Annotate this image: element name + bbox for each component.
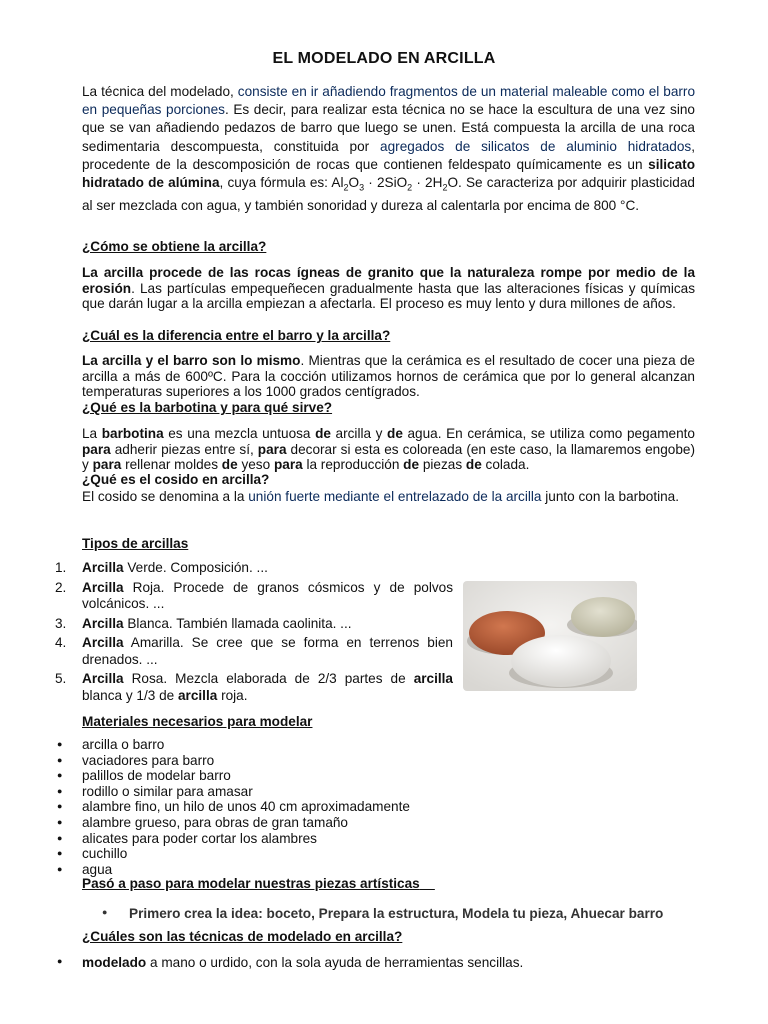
bullet-icon: ● [57,770,63,781]
techniques-heading: ¿Cuáles son las técnicas de modelado en arcilla? [82,929,403,944]
list-item: 1. Arcilla Verde. Composición. ... [55,560,268,575]
steps-heading: Pasó a paso para modelar nuestras piezas artísticas [82,876,420,891]
question-heading-4: ¿Qué es el cosido en arcilla? [82,472,270,487]
types-heading: Tipos de arcillas [82,536,189,551]
materials-list [55,737,410,877]
list-item: 3. Arcilla Blanca. También llamada caolinita. ... [55,615,352,631]
answer-paragraph-4: El cosido se denomina a la unión fuerte mediante el entrelazado de la arcilla junto con la barbotina. [82,489,680,504]
list-item: ● arcilla o barro [57,737,165,752]
bullet-icon: ● [57,832,63,843]
bullet-icon: ● [57,785,63,796]
clay-bowls-icon [463,581,637,691]
question-heading-1: ¿Cómo se obtiene la arcilla? [82,239,267,254]
list-item: 2. Arcilla Roja. Procede de granos cósmicos y de polvos volcánicos. ... [55,579,453,611]
question-heading-2: ¿Cuál es la diferencia entre el barro y la arcilla? [82,328,391,343]
question-heading-3: ¿Qué es la barbotina y para qué sirve? [82,400,333,415]
document-title: EL MODELADO EN ARCILLA [272,50,496,67]
list-item: ● alambre fino, un hilo de unos 40 cm aproximadamente [57,799,410,815]
list-item: ● agua [57,861,113,877]
answer-paragraph-2: La arcilla y el barro son lo mismo. Mientras que la cerámica es el resultado de cocer una pieza de arcilla a más de 600ºC. Para la cocción utilizamos hornos de cerámica que por lo general alcanzan temperaturas superiores a los 1000 grados centígrados. [82,353,695,399]
step-list-item: ● Primero crea la idea: boceto, Prepara la estructura, Modela tu pieza, Ahuecar barro [102,906,664,921]
list-item: ● alicates para poder cortar los alambres [57,830,317,846]
intro-link-2[interactable]: agregados de silicatos de aluminio hidratados [380,138,692,154]
answer-paragraph-3: La barbotina es una mezcla untuosa de arcilla y de agua. En cerámica, se utiliza como pegamento para adherir piezas entre sí, para decorar si esta es coloreada (en este caso, la llamaremos engobe) y para rellenar moldes de yeso para la reproducción de piezas de colada. [82,426,696,472]
list-item: ● vaciadores para barro [57,752,215,768]
list-item: 5. Arcilla Rosa. Mezcla elaborada de 2/3 partes de arcilla blanca y 1/3 de arcilla roja. [55,671,453,703]
list-item: 4. Arcilla Amarilla. Se cree que se forma en terrenos bien drenados. ... [55,635,453,667]
materials-heading: Materiales necesarios para modelar [82,714,313,729]
list-item: ● rodillo o similar para amasar [57,783,253,799]
bullet-icon: ● [57,816,63,827]
bullet-icon: ● [102,907,108,917]
clay-types-list [55,560,453,705]
bullet-icon: ● [57,739,63,749]
bullet-icon: ● [57,848,63,859]
bullet-icon: ● [57,956,63,966]
list-item: ● alambre grueso, para obras de gran tamaño [57,814,348,830]
bullet-icon: ● [57,754,63,765]
answer-paragraph-1: La arcilla procede de las rocas ígneas de granito que la naturaleza rompe por medio de la erosión. Las partículas empequeñecen gradualmente hasta que las alteraciones físicas y químicas que darán lugar a la arcilla empiezan a afectarla. El proceso es muy lento y dura millones de años. [82,265,695,311]
cosido-link[interactable]: unión fuerte mediante el entrelazado de la arcilla [248,489,542,504]
intro-paragraph: La técnica del modelado, consiste en ir añadiendo fragmentos de un material maleable como el barro en pequeñas porciones. Es decir, para realizar esta técnica no se hace la escultura de una vez sino que se van añadiendo pedazos de barro que luego se unen. Está compuesta la arcilla de una roca sedimentaria descompuesta, constituida por agregados de silicatos de aluminio hidratados, procedente de la descomposición de rocas que contienen feldespato químicamente es un silicato hidratado de alúmina, cuya fórmula es: $Al_2O_3 \cdot 2SiO_2 \cdot 2H_2O$. Se caracteriza por adquirir plasticidad al ser mezclada con agua, y también sonoridad y dureza al calentarla por encima de 800 °C. [82,84,696,213]
list-item: ● palillos de modelar barro [57,768,231,784]
technique-list-item: ● modelado a mano o urdido, con la sola ayuda de herramientas sencillas. [57,955,524,970]
list-item: ● cuchillo [57,846,128,862]
intro-link-1[interactable]: consiste en ir añadiendo fragmentos de un material maleable como el barro en pequeñas porciones [82,84,696,118]
bullet-icon: ● [57,863,63,874]
clay-bowls-photo [463,581,637,691]
bullet-icon: ● [57,801,63,812]
